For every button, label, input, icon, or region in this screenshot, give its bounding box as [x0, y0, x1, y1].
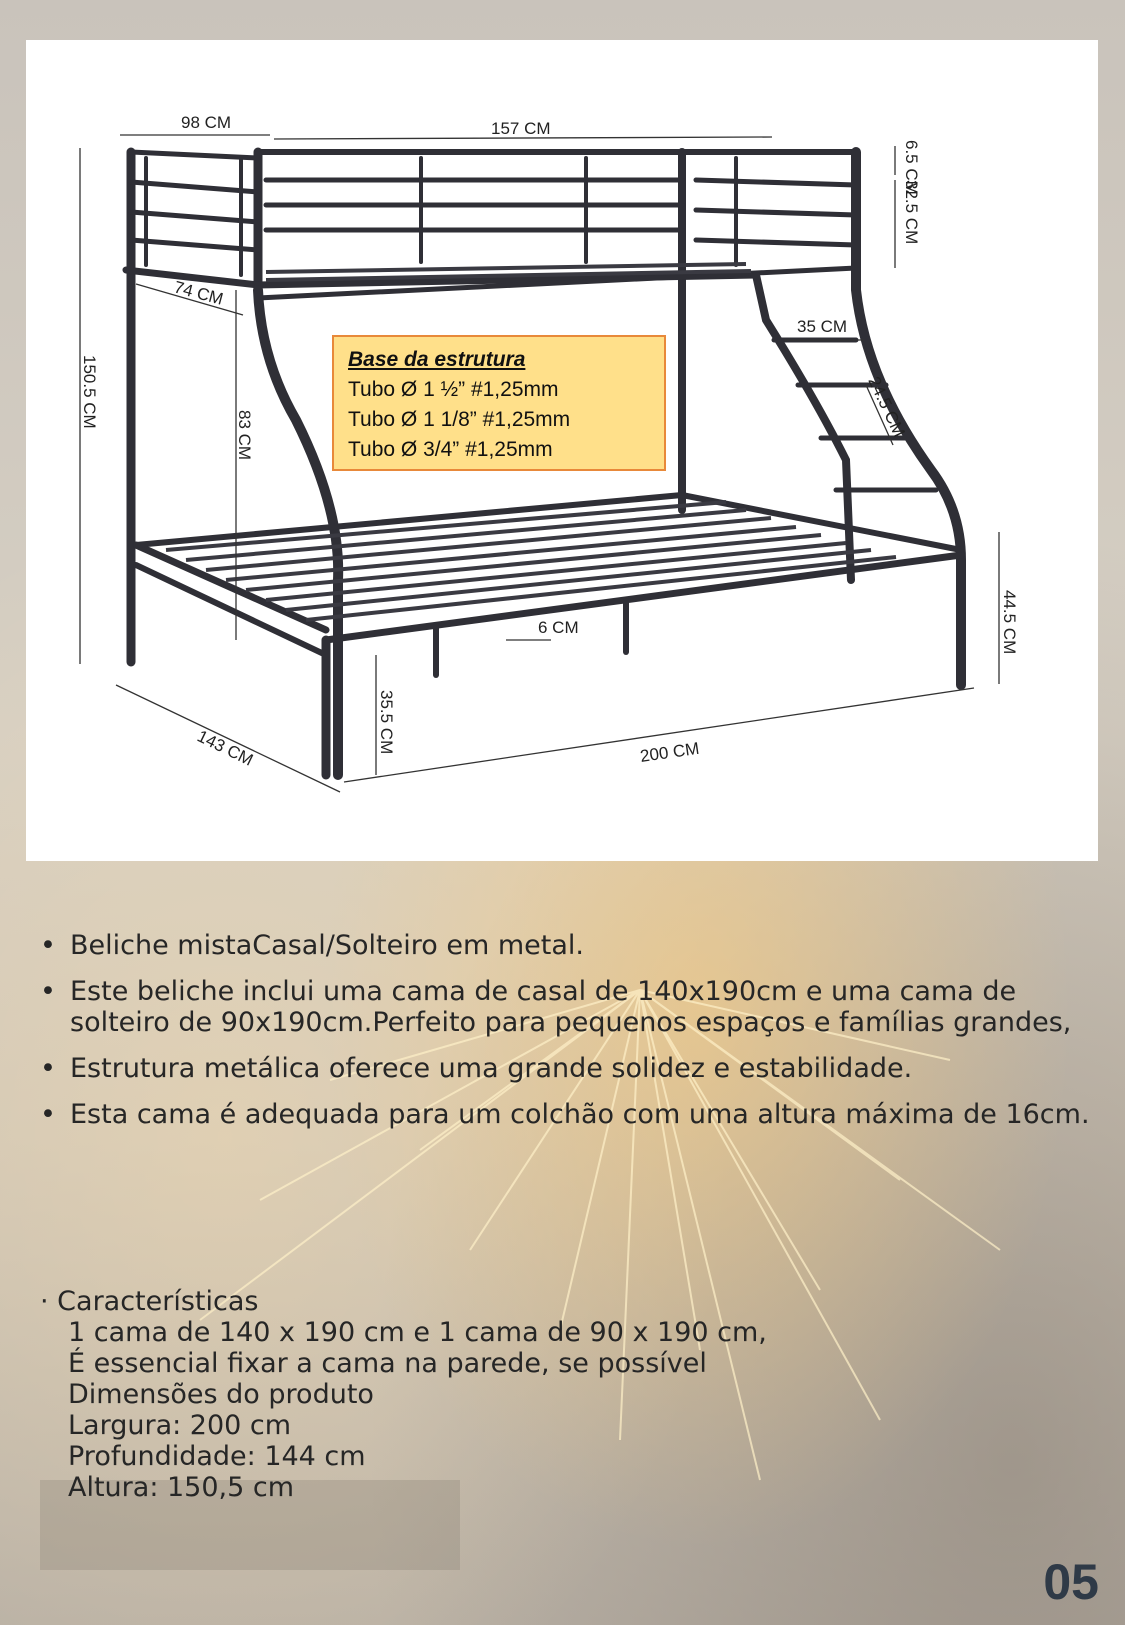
dim-bottom-length: 200 CM: [638, 738, 701, 766]
features-line: Profundidade: 144 cm: [68, 1441, 366, 1472]
bullet-item: [40, 976, 1100, 1038]
dim-rail-gap: 6.5 CM: [902, 140, 921, 195]
dim-total-height: 150.5 CM: [80, 355, 99, 429]
bullet-text: Estrutura metálica oferece uma grande solidez e estabilidade.: [70, 1053, 913, 1084]
note-line: Tubo Ø 3/4” #1,25mm: [348, 438, 553, 461]
dim-between-beds: 83 CM: [235, 410, 254, 461]
dim-lower-height: 44.5 CM: [1000, 590, 1019, 655]
bullet-item: [40, 1053, 1100, 1084]
bullet-text: Esta cama é adequada para um colchão com uma altura máxima de 16cm.: [70, 1099, 1090, 1130]
bullet-text: Beliche mistaCasal/Solteiro em metal.: [70, 930, 584, 961]
product-bullets: [40, 930, 1100, 1145]
dim-upper-side: 74 CM: [171, 277, 226, 309]
features-line: Largura: 200 cm: [68, 1410, 292, 1441]
bunk-bed-diagram: [26, 40, 1098, 861]
bullet-item: [40, 930, 1100, 961]
bullet-text: Este beliche inclui uma cama de casal de 140x190cm e uma cama de solteiro de 90x190cm.Perfeito para pequenos espaços e famílias grandes,: [70, 976, 1072, 1038]
dim-top-depth: 98 CM: [181, 113, 232, 132]
dim-leg-height: 35.5 CM: [377, 690, 396, 755]
dim-rail-height: 32.5 CM: [902, 180, 921, 245]
bullet-dot-icon: •: [40, 930, 56, 961]
bullet-dot-icon: •: [40, 1099, 56, 1130]
bullet-dot-icon: •: [40, 1053, 56, 1084]
dim-slat-gap: 6 CM: [538, 618, 579, 637]
note-title: Base da estrutura: [348, 348, 526, 371]
features-line: Dimensões do produto: [68, 1379, 374, 1410]
features-line: É essencial fixar a cama na parede, se possível: [68, 1348, 707, 1379]
features-section: [40, 1286, 1100, 1503]
features-heading: · Características: [40, 1286, 259, 1317]
dim-ladder-width: 35 CM: [797, 317, 848, 336]
bullet-dot-icon: •: [40, 976, 56, 1007]
bullet-item: [40, 1099, 1100, 1130]
dim-bottom-depth: 143 CM: [194, 726, 257, 770]
dim-ladder-step: 24.5 CM: [864, 373, 909, 440]
structure-note-box: [332, 335, 666, 471]
features-line: 1 cama de 140 x 190 cm e 1 cama de 90 x 190 cm,: [68, 1317, 767, 1348]
dim-top-length: 157 CM: [491, 119, 551, 138]
note-line: Tubo Ø 1 ½” #1,25mm: [348, 378, 559, 401]
note-line: Tubo Ø 1 1/8” #1,25mm: [348, 408, 571, 431]
page-number: 05: [1043, 1554, 1099, 1610]
features-line: Altura: 150,5 cm: [68, 1472, 295, 1503]
